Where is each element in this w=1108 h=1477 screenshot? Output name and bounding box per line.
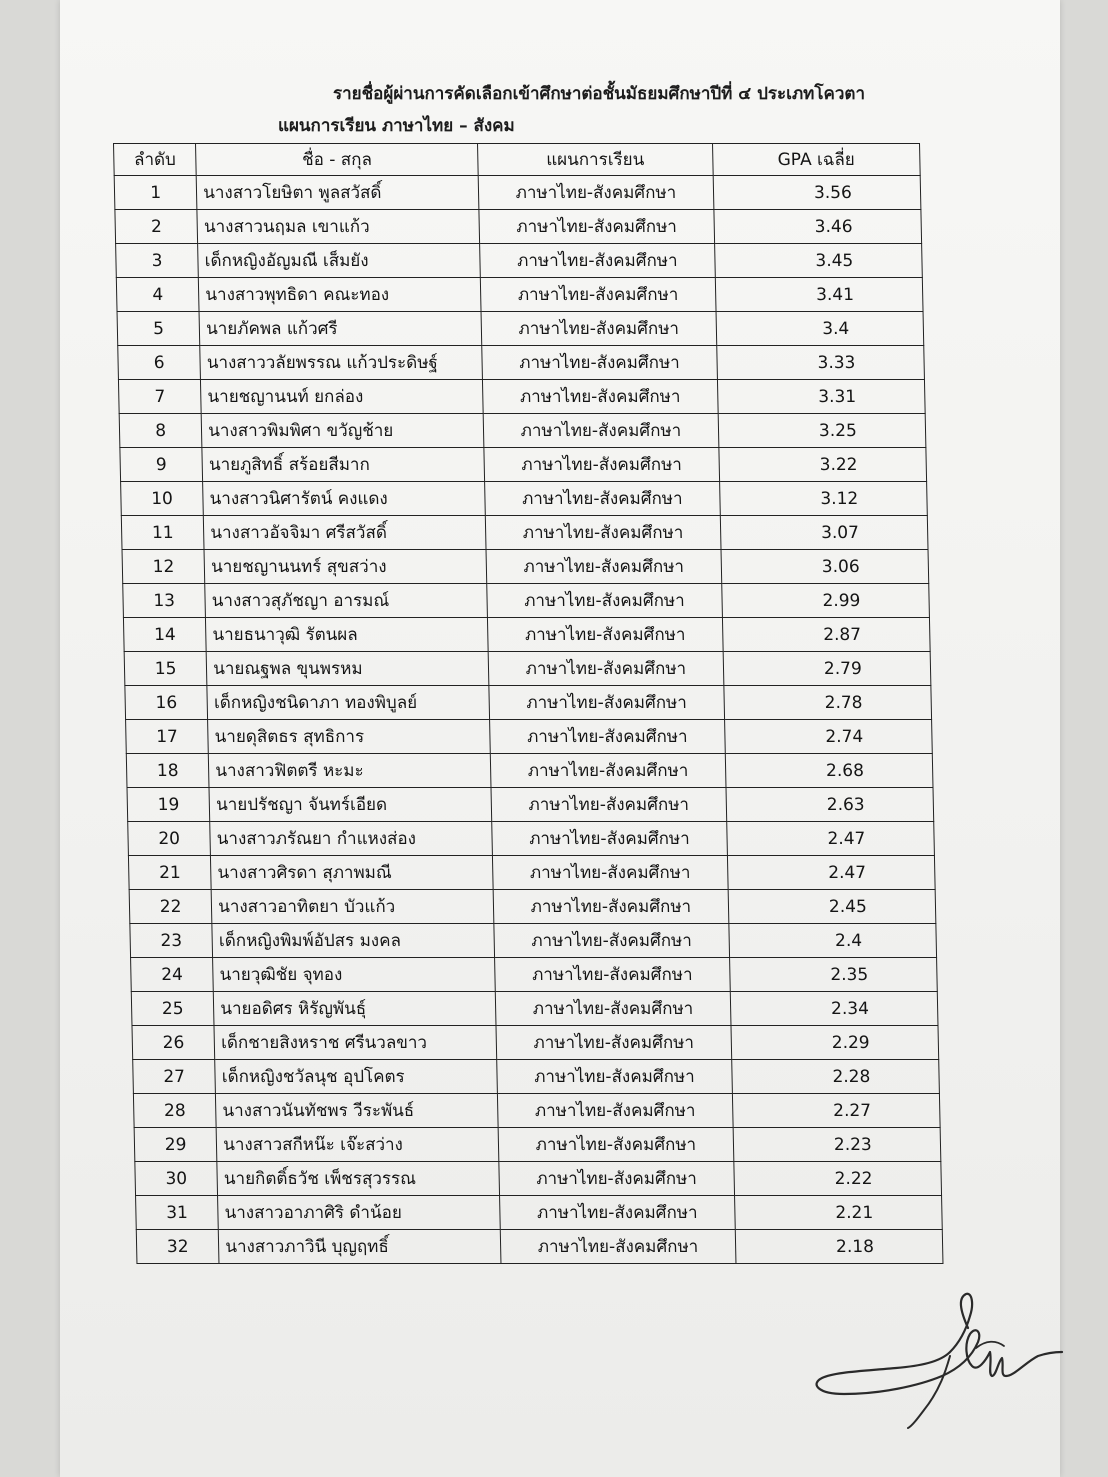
row-plan: ภาษาไทย-สังคมศึกษา: [496, 1026, 731, 1060]
row-gpa: 3.07: [720, 516, 928, 550]
document-subtitle: แผนการเรียน ภาษาไทย – สังคม: [278, 116, 515, 136]
row-name: นางสาวพิมพิศา ขวัญช้าย: [201, 414, 484, 448]
row-number: 3: [116, 244, 199, 278]
table-row: [133, 1094, 940, 1128]
document-title: รายชื่อผู้ผ่านการคัดเลือกเข้าศึกษาต่อชั้นมัธยมศึกษาปีที่ ๔ ประเภทโควตา: [332, 84, 865, 104]
row-name: นางสาวนฤมล เขาแก้ว: [197, 210, 480, 244]
row-gpa: 2.22: [734, 1162, 942, 1196]
row-plan: ภาษาไทย-สังคมศึกษา: [488, 652, 723, 686]
table-row: [121, 482, 928, 516]
row-plan: ภาษาไทย-สังคมศึกษา: [479, 210, 714, 244]
row-plan: ภาษาไทย-สังคมศึกษา: [498, 1128, 733, 1162]
row-plan: ภาษาไทย-สังคมศึกษา: [493, 890, 728, 924]
row-plan: ภาษาไทย-สังคมศึกษา: [480, 278, 715, 312]
table-header-row: [114, 144, 921, 176]
row-number: 15: [124, 652, 207, 686]
row-plan: ภาษาไทย-สังคมศึกษา: [483, 414, 718, 448]
row-gpa: 2.34: [730, 992, 938, 1026]
row-plan: ภาษาไทย-สังคมศึกษา: [485, 482, 720, 516]
table-body: [114, 176, 943, 1264]
table-row: [136, 1196, 943, 1230]
row-name: เด็กหญิงพิมพ์อัปสร มงคล: [212, 924, 495, 958]
table-row: [123, 618, 930, 652]
row-name: นางสาวโยษิตา พูลสวัสดิ์: [196, 176, 479, 210]
row-name: นางสาวภรัณยา กำแหงส่อง: [210, 822, 493, 856]
row-gpa: 3.06: [721, 550, 929, 584]
row-name: นายภูสิทธิ์ สร้อยสีมาก: [202, 448, 485, 482]
row-gpa: 2.79: [723, 652, 931, 686]
row-number: 28: [133, 1094, 216, 1128]
row-name: นางสาวสุภัชญา อารมณ์: [205, 584, 488, 618]
row-plan: ภาษาไทย-สังคมศึกษา: [495, 992, 730, 1026]
row-plan: ภาษาไทย-สังคมศึกษา: [500, 1230, 735, 1264]
row-number: 11: [121, 516, 204, 550]
row-name: นางสาวศิรดา สุภาพมณี: [211, 856, 494, 890]
row-gpa: 2.99: [721, 584, 929, 618]
row-plan: ภาษาไทย-สังคมศึกษา: [480, 244, 715, 278]
table-row: [134, 1128, 941, 1162]
row-number: 1: [114, 176, 197, 210]
row-gpa: 3.46: [714, 210, 922, 244]
row-gpa: 3.22: [719, 448, 927, 482]
row-name: นางสาววลัยพรรณ แก้วประดิษฐ์: [200, 346, 483, 380]
row-name: นายดุสิตธร สุทธิการ: [208, 720, 491, 754]
row-plan: ภาษาไทย-สังคมศึกษา: [490, 720, 725, 754]
row-gpa: 3.31: [717, 380, 925, 414]
row-plan: ภาษาไทย-สังคมศึกษา: [492, 822, 727, 856]
table-row: [130, 924, 937, 958]
row-number: 10: [121, 482, 204, 516]
row-number: 16: [125, 686, 208, 720]
table-row: [116, 278, 923, 312]
row-name: นายชญานนท์ ยกล่อง: [201, 380, 484, 414]
row-number: 7: [118, 380, 201, 414]
table-row: [131, 958, 938, 992]
row-number: 18: [126, 754, 209, 788]
student-table: [113, 143, 943, 1264]
row-plan: ภาษาไทย-สังคมศึกษา: [495, 958, 730, 992]
row-plan: ภาษาไทย-สังคมศึกษา: [482, 346, 717, 380]
row-plan: ภาษาไทย-สังคมศึกษา: [494, 924, 729, 958]
row-plan: ภาษาไทย-สังคมศึกษา: [500, 1196, 735, 1230]
table-row: [136, 1230, 943, 1264]
table-row: [122, 550, 929, 584]
row-number: 21: [128, 856, 211, 890]
row-gpa: 2.63: [726, 788, 934, 822]
row-number: 20: [128, 822, 211, 856]
row-number: 5: [117, 312, 200, 346]
row-gpa: 3.56: [713, 176, 921, 210]
row-gpa: 2.27: [732, 1094, 940, 1128]
row-name: นางสาวพุทธิดา คณะทอง: [199, 278, 482, 312]
row-plan: ภาษาไทย-สังคมศึกษา: [487, 618, 722, 652]
row-gpa: 2.4: [729, 924, 937, 958]
row-name: นางสาวฟิตตรี หะมะ: [209, 754, 492, 788]
row-number: 23: [130, 924, 213, 958]
row-plan: ภาษาไทย-สังคมศึกษา: [481, 312, 716, 346]
table-row: [128, 822, 935, 856]
row-number: 29: [134, 1128, 217, 1162]
table-row: [129, 890, 936, 924]
row-gpa: 3.4: [716, 312, 924, 346]
row-name: นางสาวอาทิตยา บัวแก้ว: [211, 890, 494, 924]
row-name: เด็กหญิงอัญมณี เส็มยัง: [198, 244, 481, 278]
row-name: นายณฐพล ขุนพรหม: [206, 652, 489, 686]
row-number: 26: [132, 1026, 215, 1060]
row-number: 8: [119, 414, 202, 448]
row-number: 27: [133, 1060, 216, 1094]
table-row: [116, 244, 923, 278]
row-plan: ภาษาไทย-สังคมศึกษา: [499, 1162, 734, 1196]
row-gpa: 3.12: [719, 482, 927, 516]
row-name: นายภัคพล แก้วศรี: [199, 312, 482, 346]
row-name: เด็กหญิงชนิดาภา ทองพิบูลย์: [207, 686, 490, 720]
row-name: นางสาวอาภาศิริ ดำน้อย: [218, 1196, 501, 1230]
row-name: นางสาวอัจจิมา ศรีสวัสดิ์: [204, 516, 487, 550]
row-gpa: 2.28: [731, 1060, 939, 1094]
table-row: [115, 210, 922, 244]
row-plan: ภาษาไทย-สังคมศึกษา: [492, 856, 727, 890]
row-number: 22: [129, 890, 212, 924]
row-number: 24: [131, 958, 214, 992]
table-row: [126, 720, 933, 754]
row-plan: ภาษาไทย-สังคมศึกษา: [485, 516, 720, 550]
row-gpa: 2.23: [733, 1128, 941, 1162]
table-row: [114, 176, 921, 210]
row-name: นางสาวนิศารัตน์ คงแดง: [203, 482, 486, 516]
table-row: [127, 788, 934, 822]
row-gpa: 2.35: [729, 958, 937, 992]
row-plan: ภาษาไทย-สังคมศึกษา: [486, 550, 721, 584]
row-name: เด็กชายสิงหราช ศรีนวลขาว: [214, 1026, 497, 1060]
student-table-wrapper: [113, 143, 943, 1264]
header-name: ชื่อ - สกุล: [196, 144, 478, 176]
row-gpa: 2.18: [735, 1230, 943, 1264]
row-number: 4: [116, 278, 199, 312]
row-plan: ภาษาไทย-สังคมศึกษา: [490, 754, 725, 788]
row-plan: ภาษาไทย-สังคมศึกษา: [489, 686, 724, 720]
row-plan: ภาษาไทย-สังคมศึกษา: [478, 176, 713, 210]
row-number: 9: [120, 448, 203, 482]
row-gpa: 2.74: [724, 720, 932, 754]
table-row: [131, 992, 938, 1026]
table-row: [118, 380, 925, 414]
row-gpa: 2.87: [722, 618, 930, 652]
row-name: นายอดิศร หิรัญพันธุ์: [214, 992, 497, 1026]
row-gpa: 2.47: [726, 822, 934, 856]
row-number: 17: [126, 720, 209, 754]
row-number: 19: [127, 788, 210, 822]
table-row: [128, 856, 935, 890]
row-name: นางสาวสกีหน๊ะ เจ๊ะสว่าง: [216, 1128, 499, 1162]
row-number: 25: [131, 992, 214, 1026]
row-number: 2: [115, 210, 198, 244]
row-name: นายธนาวุฒิ รัตนผล: [206, 618, 489, 652]
row-name: นางสาวภาวินี บุญฤทธิ์: [218, 1230, 501, 1264]
row-gpa: 3.45: [714, 244, 922, 278]
table-row: [135, 1162, 942, 1196]
row-gpa: 2.68: [725, 754, 933, 788]
table-row: [132, 1026, 939, 1060]
row-number: 30: [135, 1162, 218, 1196]
table-row: [123, 584, 930, 618]
row-number: 32: [136, 1230, 219, 1264]
table-row: [125, 686, 932, 720]
row-plan: ภาษาไทย-สังคมศึกษา: [497, 1094, 732, 1128]
table-row: [120, 448, 927, 482]
row-name: เด็กหญิงชวัลนุช อุปโคตร: [215, 1060, 498, 1094]
row-number: 14: [123, 618, 206, 652]
row-number: 6: [118, 346, 201, 380]
row-number: 13: [123, 584, 206, 618]
row-plan: ภาษาไทย-สังคมศึกษา: [484, 448, 719, 482]
row-gpa: 2.21: [734, 1196, 942, 1230]
row-plan: ภาษาไทย-สังคมศึกษา: [483, 380, 718, 414]
row-name: นายปรัชญา จันทร์เอียด: [209, 788, 492, 822]
row-name: นายชญานนทร์ สุขสว่าง: [204, 550, 487, 584]
header-number: ลำดับ: [114, 144, 197, 176]
table-row: [124, 652, 931, 686]
row-plan: ภาษาไทย-สังคมศึกษา: [487, 584, 722, 618]
row-plan: ภาษาไทย-สังคมศึกษา: [491, 788, 726, 822]
table-row: [126, 754, 933, 788]
row-gpa: 3.25: [718, 414, 926, 448]
header-gpa: GPA เฉลี่ย: [712, 144, 920, 176]
row-name: นายวุฒิชัย จุทอง: [213, 958, 496, 992]
header-plan: แผนการเรียน: [478, 144, 713, 176]
row-gpa: 3.33: [716, 346, 924, 380]
row-gpa: 2.29: [731, 1026, 939, 1060]
signature-image: [800, 1290, 1070, 1430]
row-name: นางสาวนันทัชพร วีระพันธ์: [216, 1094, 499, 1128]
table-row: [121, 516, 928, 550]
row-gpa: 2.45: [728, 890, 936, 924]
row-number: 31: [136, 1196, 219, 1230]
row-number: 12: [122, 550, 205, 584]
row-gpa: 2.47: [727, 856, 935, 890]
row-name: นายกิตติ์ธวัช เพ็ชรสุวรรณ: [217, 1162, 500, 1196]
row-plan: ภาษาไทย-สังคมศึกษา: [497, 1060, 732, 1094]
row-gpa: 3.41: [715, 278, 923, 312]
table-row: [133, 1060, 940, 1094]
row-gpa: 2.78: [724, 686, 932, 720]
table-row: [117, 312, 924, 346]
table-row: [118, 346, 925, 380]
table-row: [119, 414, 926, 448]
